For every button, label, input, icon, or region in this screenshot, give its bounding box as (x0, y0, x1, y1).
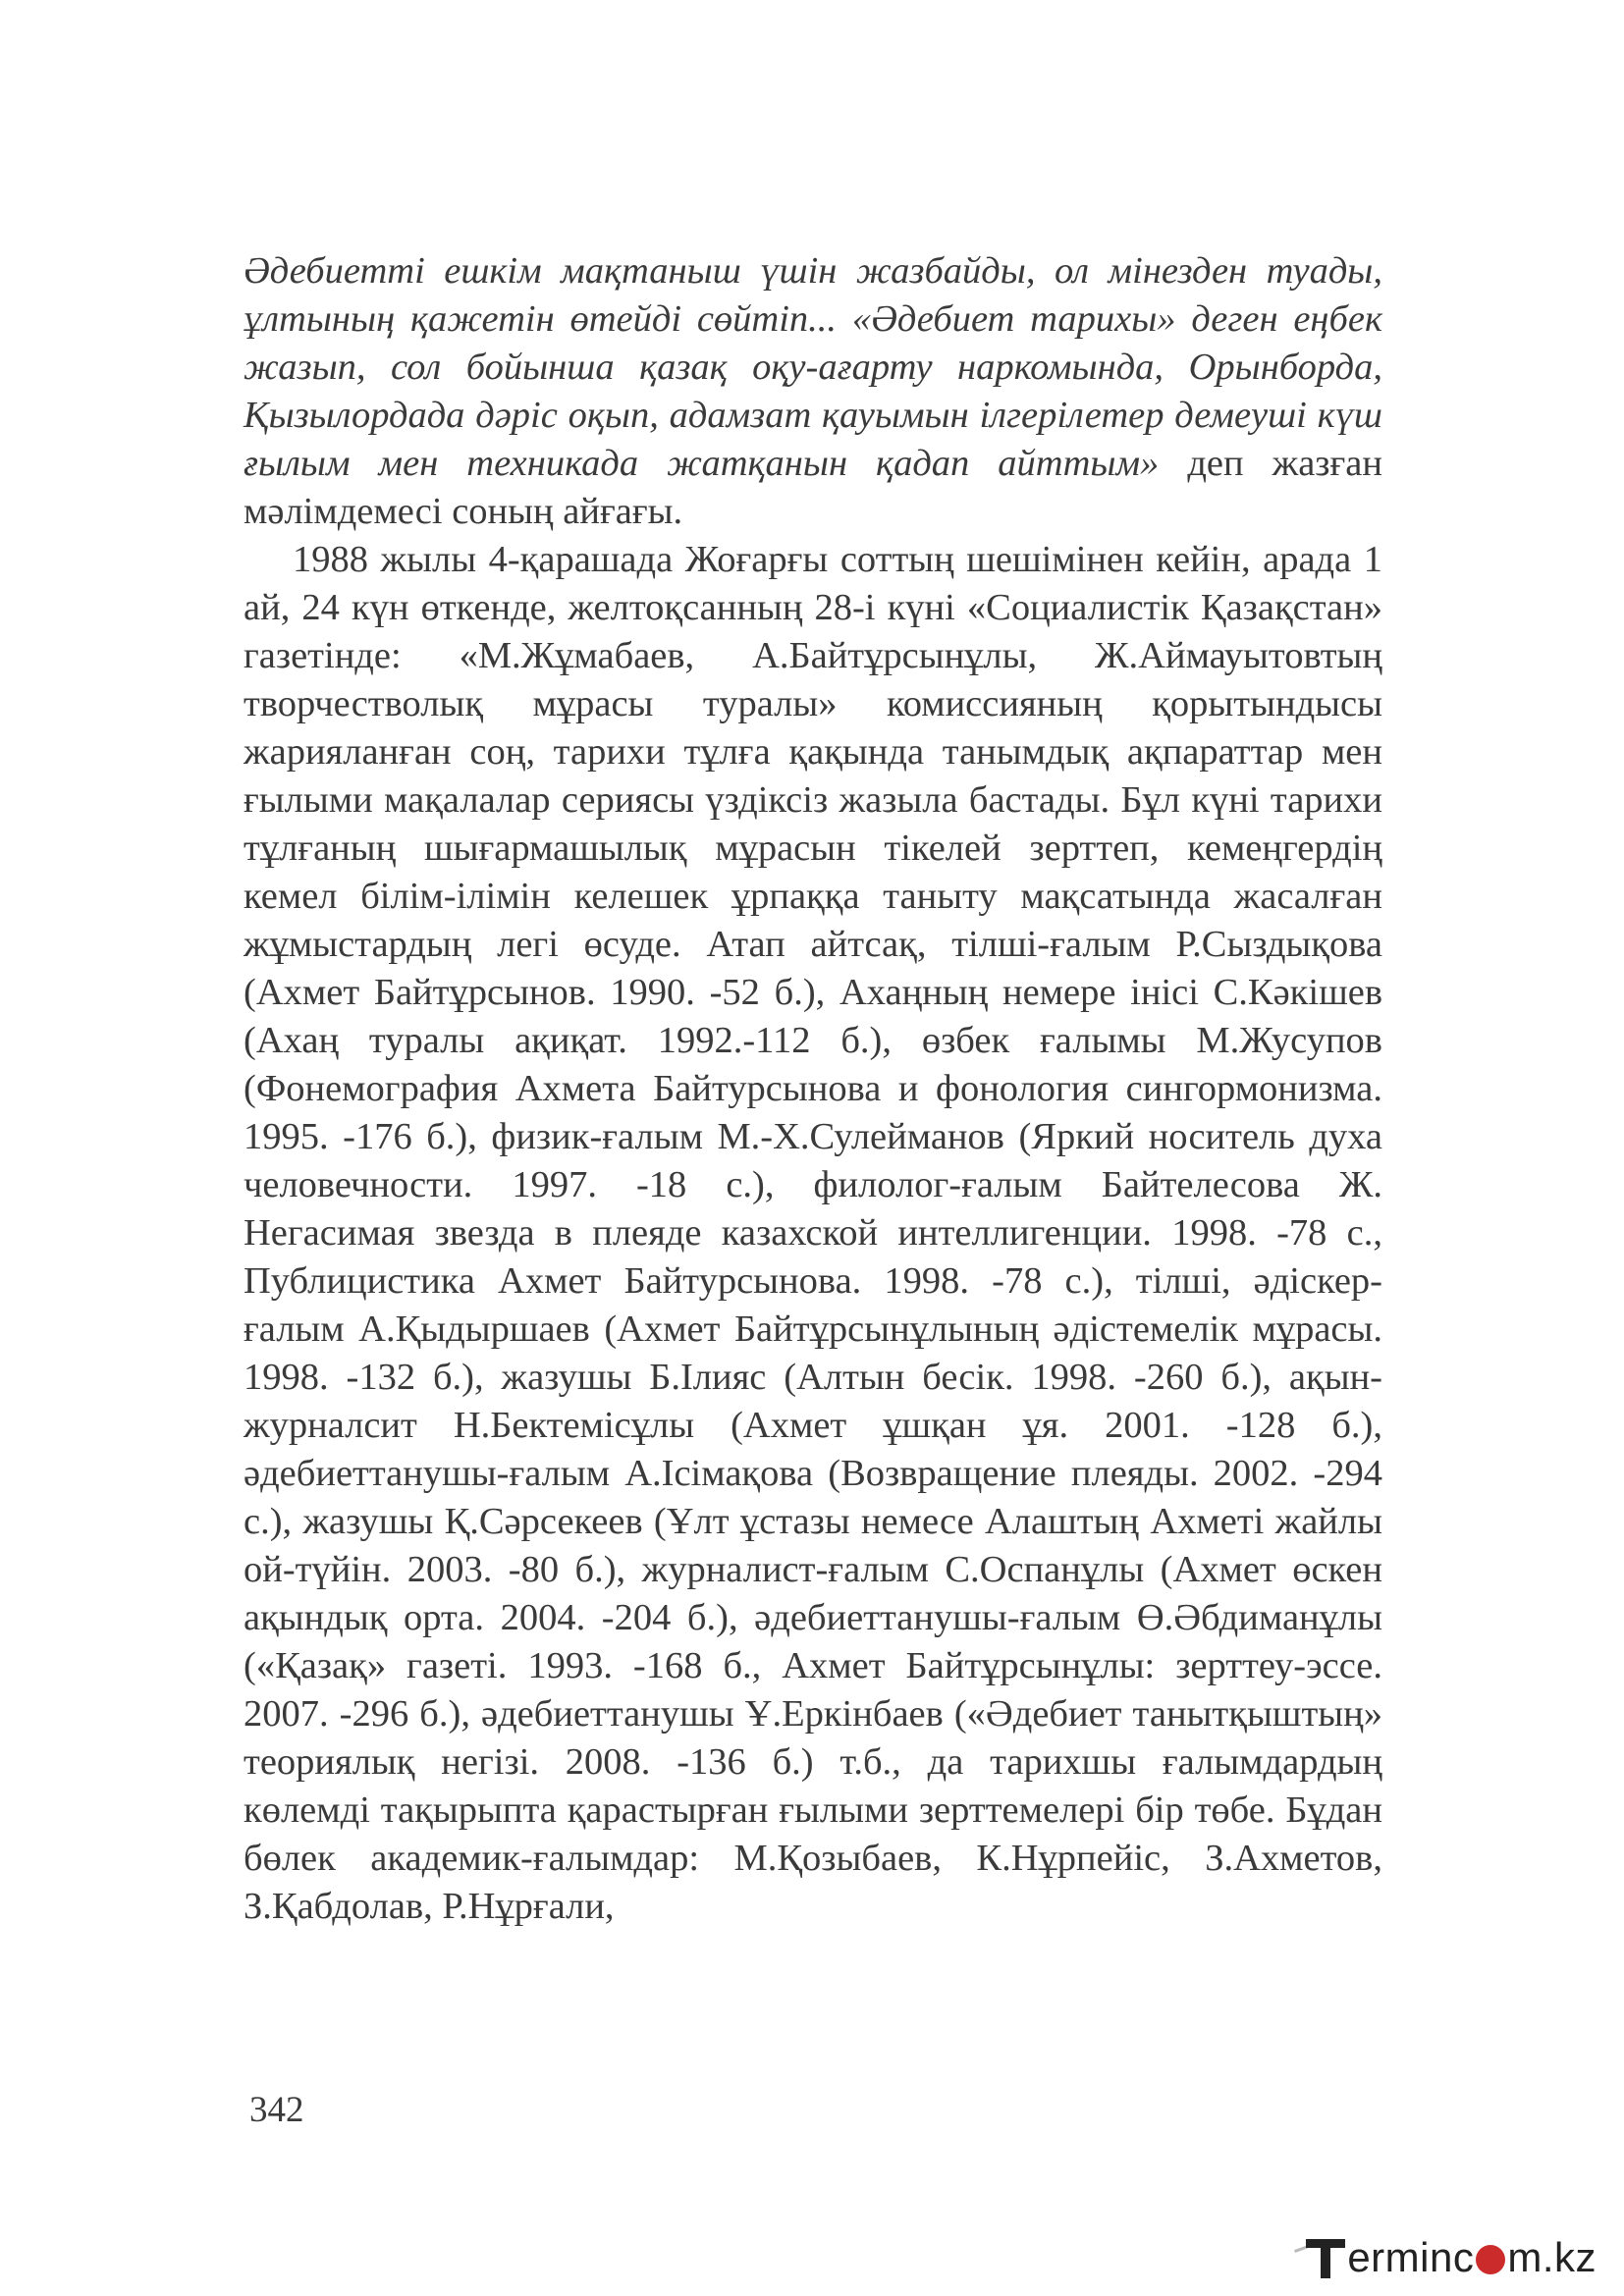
red-dot-o-icon (1476, 2245, 1505, 2274)
watermark-text-part2: c (1452, 2234, 1475, 2280)
t-letter-logo-icon (1306, 2235, 1345, 2280)
body-paragraph: 1988 жылы 4-қарашада Жоғарғы соттың шешімінен кейін, арада 1 ай, 24 күн өткенде, желтоқсанның 28-і күні «Социалистік Қазақстан» газетінде: «М.Жұмабаев, А.Байтұрсынұлы, Ж.Аймауытовтың творчестволық мұрасы туралы» комиссияның қорытындысы жарияланған соң, тарихи тұлға қақында танымдық ақпараттар мен ғылыми мақалалар сериясы үздіксіз жазыла бастады. Бұл күні тарихи тұлғаның шығармашылық мұрасын тікелей зерттеп, кемеңгердің кемел білім-ілімін келешек ұрпаққа таныту мақсатында жасалған жұмыстардың легі өсуде. Атап айтсақ, тілші-ғалым Р.Сыздықова (Ахмет Байтұрсынов. 1990. -52 б.), Ахаңның немере інісі С.Кәкішев (Ахаң туралы ақиқат. 1992.-112 б.), өзбек ғалымы М.Жусупов (Фонемография Ахмета Байтурсынова и фонология сингормонизма. 1995. -176 б.), физик-ғалым М.-Х.Сулейманов (Яркий носитель духа человечности. 1997. -18 с.), филолог-ғалым Байтелесова Ж. Негасимая звезда в плеяде казахской интеллигенции. 1998. -78 с., Публицистика Ахмет Байтурсынова. 1998. -78 с.), тілші, әдіскер-ғалым А.Қыдыршаев (Ахмет Байтұрсынұлының әдістемелік мұрасы. 1998. -132 б.), жазушы Б.Ілияс (Алтын бесік. 1998. -260 б.), ақын-журналсит Н.Бектемісұлы (Ахмет ұшқан ұя. 2001. -128 б.), әдебиеттанушы-ғалым А.Ісімақова (Возвращение плеяды. 2002. -294 с.), жазушы Қ.Сәрсекеев (Ұлт ұстазы немесе Алаштың Ахметі жайлы ой-түйін. 2003. -80 б.), журналист-ғалым С.Оспанұлы (Ахмет өскен ақындық орта. 2004. -204 б.), әдебиеттанушы-ғалым Ө.Әбдиманұлы («Қазақ» газеті. 1993. -168 б., Ахмет Байтұрсынұлы: зерттеу-эссе. 2007. -296 б.), әдебиеттанушы Ұ.Еркінбаев («Әдебиет танытқыштың» теориялық негізі. 2008. -136 б.) т.б., да тарихшы ғалымдардың көлемді тақырыпта қарастырған ғылыми зерттемелері бір төбе. Бұдан бөлек академик-ғалымдар: М.Қозыбаев, К.Нұрпейіс, З.Ахметов, З.Қабдолав, Р.Нұрғали, (244, 539, 1382, 1927)
page-number: 342 (249, 2090, 304, 2130)
quote-paragraph (244, 247, 1382, 536)
quote-italic-text: Әдебиетті ешкім мақтаныш үшін жазбайды, ол мінезден туады, ұлтының қажетін өтейді сөйтіп... «Әдебиет тарихы» деген еңбек жазып, сол бойынша қазақ оқу-ағарту наркомында, Орынборда, Қызылордада дәріс оқып, адамзат қауымын ілгерілетер демеуші күш ғылым мен техникада жатқанын қадап айттым» (244, 250, 1382, 484)
watermark-text-part3: m.kz (1507, 2234, 1597, 2280)
watermark-text-part1: ermin (1347, 2234, 1453, 2280)
page-body (244, 247, 1382, 1931)
quote-tail-text: деп жазған мәлімдемесі соның айғағы. (244, 443, 1382, 532)
site-watermark (1306, 2233, 1597, 2282)
